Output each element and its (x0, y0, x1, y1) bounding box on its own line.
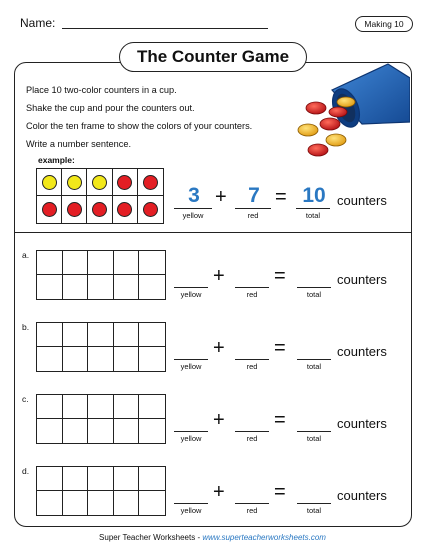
yellow-counter (67, 175, 82, 190)
example-red-line (235, 208, 271, 209)
footer (0, 533, 425, 542)
total-label: total (306, 434, 322, 443)
ten-frame-cell[interactable] (37, 347, 63, 371)
problem-label: c. (22, 394, 29, 404)
ten-frame-cell (113, 196, 138, 223)
plus-sign: + (213, 265, 225, 287)
ten-frame-cell[interactable] (88, 251, 114, 275)
ten-frame-cell[interactable] (139, 251, 165, 275)
counters-word: counters (337, 416, 387, 431)
ten-frame-cell (87, 196, 112, 223)
ten-frame-cell[interactable] (114, 467, 140, 491)
ten-frame-cell[interactable] (63, 323, 89, 347)
example-yellow-line (174, 208, 212, 209)
topic-badge: Making 10 (355, 16, 413, 32)
ten-frame-cell[interactable] (114, 251, 140, 275)
red-counter (67, 202, 82, 217)
ten-frame[interactable] (36, 322, 166, 372)
plus-sign: + (215, 186, 227, 208)
red-counter (117, 175, 132, 190)
counters-word: counters (337, 488, 387, 503)
red-answer-line[interactable] (235, 503, 269, 504)
ten-frame-cell[interactable] (139, 323, 165, 347)
yellow-counter (42, 175, 57, 190)
ten-frame-cell[interactable] (114, 323, 140, 347)
yellow-label: yellow (180, 362, 202, 371)
red-counter (143, 202, 158, 217)
total-answer-line[interactable] (297, 287, 331, 288)
ten-frame-cell[interactable] (88, 395, 114, 419)
equals-sign: = (274, 265, 286, 287)
ten-frame-cell (138, 169, 163, 196)
equals-sign: = (274, 481, 286, 503)
yellow-answer-line[interactable] (174, 359, 208, 360)
ten-frame-cell[interactable] (37, 395, 63, 419)
counters-word: counters (337, 272, 387, 287)
ten-frame-cell[interactable] (63, 347, 89, 371)
ten-frame-cell[interactable] (63, 419, 89, 443)
plus-sign: + (213, 481, 225, 503)
name-label: Name: (20, 16, 56, 30)
footer-url[interactable]: www.superteacherworksheets.com (202, 533, 326, 542)
red-answer-line[interactable] (235, 431, 269, 432)
ten-frame-cell (87, 169, 112, 196)
red-label: red (246, 290, 258, 299)
plus-sign: + (213, 337, 225, 359)
ten-frame[interactable] (36, 394, 166, 444)
yellow-label: yellow (182, 211, 204, 220)
red-counter (42, 202, 57, 217)
page-title: The Counter Game (119, 42, 307, 72)
ten-frame-cell (37, 196, 62, 223)
total-label: total (306, 290, 322, 299)
total-label: total (306, 362, 322, 371)
ten-frame-cell[interactable] (139, 347, 165, 371)
counters-word: counters (337, 344, 387, 359)
total-answer-line[interactable] (297, 503, 331, 504)
ten-frame-cell[interactable] (139, 467, 165, 491)
ten-frame-cell[interactable] (114, 395, 140, 419)
example-red-count: 7 (248, 184, 260, 207)
ten-frame-cell[interactable] (114, 491, 140, 515)
ten-frame[interactable] (36, 250, 166, 300)
ten-frame-cell[interactable] (114, 347, 140, 371)
ten-frame-cell[interactable] (37, 467, 63, 491)
red-counter (143, 175, 158, 190)
red-answer-line[interactable] (235, 287, 269, 288)
example-yellow-count: 3 (188, 184, 200, 207)
yellow-answer-line[interactable] (174, 431, 208, 432)
ten-frame-cell (113, 169, 138, 196)
red-counter (117, 202, 132, 217)
ten-frame[interactable] (36, 466, 166, 516)
ten-frame-cell[interactable] (88, 347, 114, 371)
ten-frame-cell (62, 196, 87, 223)
equals-sign: = (275, 186, 287, 208)
plus-sign: + (213, 409, 225, 431)
yellow-label: yellow (180, 290, 202, 299)
ten-frame-cell[interactable] (114, 275, 140, 299)
red-answer-line[interactable] (235, 359, 269, 360)
ten-frame-cell[interactable] (37, 275, 63, 299)
ten-frame-cell[interactable] (88, 491, 114, 515)
red-label: red (246, 506, 258, 515)
ten-frame-cell[interactable] (37, 323, 63, 347)
red-label: red (246, 434, 258, 443)
example-label: example: (38, 155, 75, 165)
red-label: red (247, 211, 259, 220)
ten-frame-cell (62, 169, 87, 196)
cup-counters-illustration (290, 60, 410, 168)
yellow-answer-line[interactable] (174, 287, 208, 288)
yellow-label: yellow (180, 434, 202, 443)
total-label: total (306, 506, 322, 515)
total-answer-line[interactable] (297, 359, 331, 360)
ten-frame-cell (138, 196, 163, 223)
total-answer-line[interactable] (297, 431, 331, 432)
instruction-4: Write a number sentence. (26, 139, 132, 149)
ten-frame-cell[interactable] (139, 419, 165, 443)
example-total-line (296, 208, 330, 209)
counters-word: counters (337, 193, 387, 208)
ten-frame-cell[interactable] (139, 275, 165, 299)
section-divider (15, 232, 411, 233)
ten-frame-cell (37, 169, 62, 196)
ten-frame-cell[interactable] (63, 275, 89, 299)
ten-frame-cell[interactable] (88, 467, 114, 491)
ten-frame-cell[interactable] (37, 251, 63, 275)
ten-frame-cell[interactable] (63, 251, 89, 275)
yellow-answer-line[interactable] (174, 503, 208, 504)
problem-label: d. (22, 466, 30, 476)
ten-frame-cell[interactable] (88, 275, 114, 299)
ten-frame-cell[interactable] (37, 491, 63, 515)
ten-frame-cell[interactable] (63, 467, 89, 491)
red-label: red (246, 362, 258, 371)
footer-text: Super Teacher Worksheets - (99, 533, 203, 542)
instruction-3: Color the ten frame to show the colors of your counters. (26, 121, 253, 131)
red-counter (92, 202, 107, 217)
instruction-1: Place 10 two-color counters in a cup. (26, 85, 177, 95)
ten-frame-cell[interactable] (139, 491, 165, 515)
ten-frame-cell[interactable] (37, 419, 63, 443)
yellow-counter (92, 175, 107, 190)
ten-frame-cell[interactable] (63, 491, 89, 515)
equals-sign: = (274, 337, 286, 359)
yellow-label: yellow (180, 506, 202, 515)
example-total-count: 10 (302, 184, 326, 207)
ten-frame-cell[interactable] (88, 419, 114, 443)
equals-sign: = (274, 409, 286, 431)
ten-frame-cell[interactable] (114, 419, 140, 443)
instruction-2: Shake the cup and pour the counters out. (26, 103, 195, 113)
problem-label: b. (22, 322, 30, 332)
name-field[interactable] (62, 28, 268, 29)
total-label: total (305, 211, 321, 220)
example-ten-frame (36, 168, 164, 224)
ten-frame-cell[interactable] (63, 395, 89, 419)
ten-frame-cell[interactable] (139, 395, 165, 419)
problem-label: a. (22, 250, 30, 260)
ten-frame-cell[interactable] (88, 323, 114, 347)
